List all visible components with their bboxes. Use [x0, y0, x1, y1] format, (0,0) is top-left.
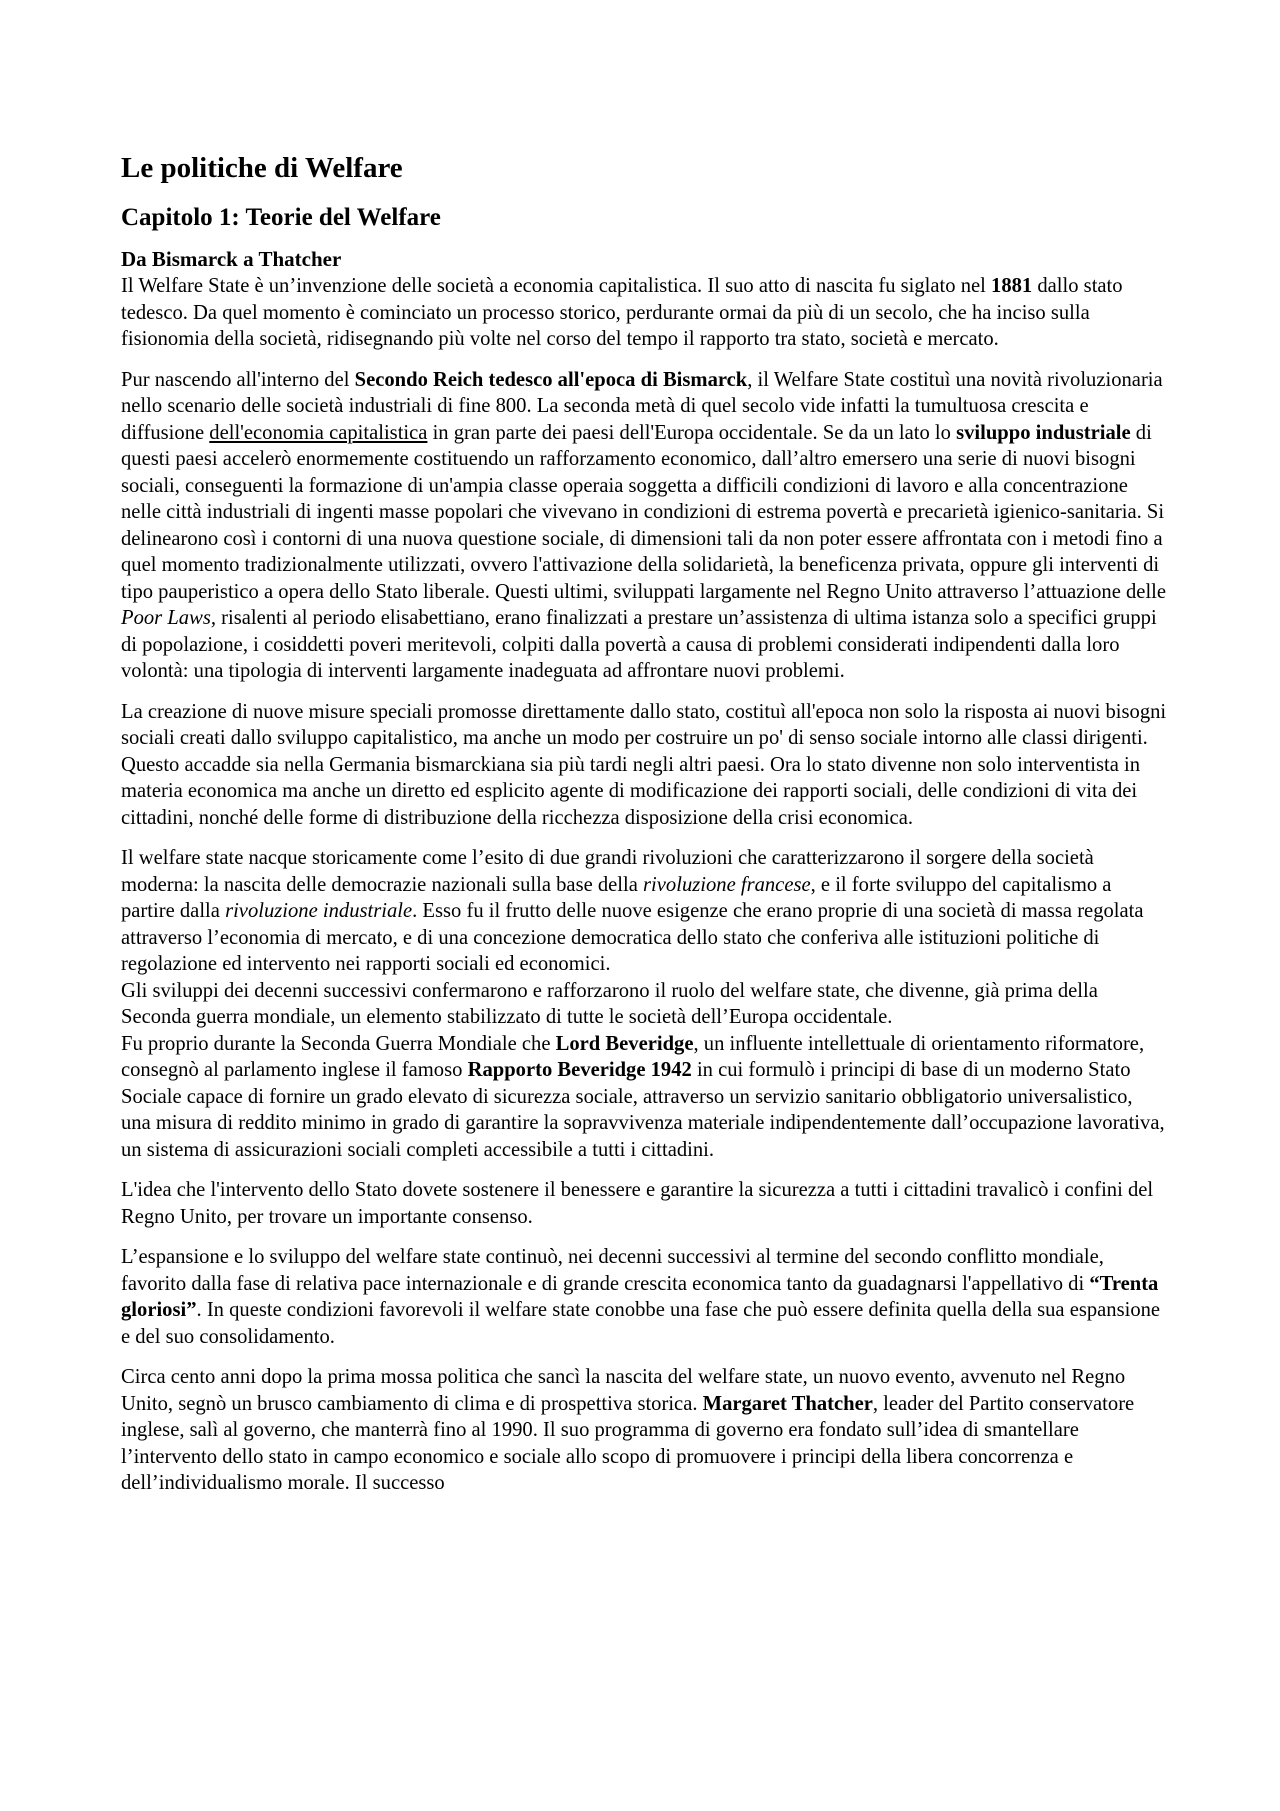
paragraph-5: Gli sviluppi dei decenni successivi confermarono e rafforzarono il ruolo del welfare state, che divenne, già prima della Seconda guerra mondiale, un elemento stabilizzato di tutte le società dell’Europa occidentale. [121, 979, 1098, 1028]
bold-phrase: sviluppo industriale [956, 421, 1131, 444]
paragraph-2 [121, 367, 1167, 685]
underlined-phrase: dell'economia capitalistica [209, 421, 428, 444]
text-run: in cui formulò i principi di base di un moderno Stato Sociale capace di fornire un grado elevato di sicurezza sociale, attraverso un servizio sanitario obbligatorio universalistico, una misura di reddito minimo in grado di garantire la sopravvivenza materiale indipendentemente dall’occupazione lavorativa, un sistema di assicurazioni sociali completi accessibile a tutti i cittadini. [121, 1059, 1165, 1161]
text-run: . In queste condizioni favorevoli il welfare state conobbe una fase che può essere definita quella della sua espansione e del suo consolidamento. [121, 1299, 1161, 1348]
text-run: in gran parte dei paesi dell'Europa occidentale. Se da un lato lo [427, 421, 957, 444]
paragraph-1 [121, 273, 1167, 353]
italic-phrase: rivoluzione francese [643, 873, 811, 896]
paragraph-7: L'idea che l'intervento dello Stato dovete sostenere il benessere e garantire la sicurezza a tutti i cittadini travalicò i confini del Regno Unito, per trovare un importante consenso. [121, 1179, 1154, 1228]
section-title: Da Bismarck a Thatcher [121, 247, 342, 271]
paragraph-4 [121, 845, 1167, 978]
text-run: , leader del Partito conservatore inglese, salì al governo, che manterrà fino al 1990. Il suo programma di governo era fondato sull’idea di smantellare l’intervento dello stato in campo economico e sociale allo scopo di promuovere i principi della libera concorrenza e dell’individualismo morale. Il successo [121, 1392, 1135, 1494]
text-run: Pur nascendo all'interno del [121, 368, 355, 391]
text-run: Fu proprio durante la Seconda Guerra Mondiale che [121, 1032, 556, 1055]
text-run: di questi paesi accelerò enormemente costituendo un rafforzamento economico, dall’altro emersero una serie di nuovi bisogni sociali, conseguenti la formazione di un'ampia classe operaia soggetta a difficili condizioni di lavoro e alla concentrazione nelle città industriali di ingenti masse popolari che vivevano in condizioni di estrema povertà e precarietà igienico-sanitaria. Si delinearono così i contorni di una nuova questione sociale, di dimensioni tali da non poter essere affrontata con i metodi fino a quel momento tradizionalmente utilizzati, ovvero l'attivazione della solidarietà, la beneficenza privata, oppure gli interventi di tipo pauperistico a opera dello Stato liberale. Questi ultimi, sviluppati largamente nel Regno Unito attraverso l’attuazione delle [121, 421, 1167, 603]
document-title: Le politiche di Welfare [121, 152, 403, 184]
text-run: Circa cento anni dopo la prima mossa politica che sancì la nascita del welfare state, un nuovo evento, avvenuto nel Regno Unito, segnò un brusco cambiamento di clima e di prospettiva storica. [121, 1366, 1126, 1415]
text-run: , un influente intellettuale di orientamento riformatore, consegnò al parlamento inglese il famoso [121, 1032, 1145, 1081]
text-run: dallo stato tedesco. Da quel momento è cominciato un processo storico, perdurante ormai da più di un secolo, che ha inciso sulla fisionomia della società, ridisegnando più volte nel corso del tempo il rapporto tra stato, società e mercato. [121, 275, 1123, 350]
bold-phrase: Margaret Thatcher [702, 1392, 873, 1415]
italic-phrase: Poor Laws, [121, 607, 216, 629]
paragraph-8 [121, 1244, 1167, 1350]
text-run: risalenti al periodo elisabettiano, erano finalizzati a prestare un’assistenza di ultima istanza solo a specifici gruppi di popolazione, i cosiddetti poveri meritevoli, colpiti dalla povertà a causa di problemi considerati indipendenti dalla loro volontà: una tipologia di interventi largamente inadeguata ad affrontare nuovi problemi. [121, 607, 1157, 682]
chapter-title: Capitolo 1: Teorie del Welfare [121, 204, 441, 231]
bold-phrase: Secondo Reich tedesco all'epoca di Bismarck [354, 368, 748, 391]
text-run: , il Welfare State costituì una novità rivoluzionaria nello scenario delle società industriali di fine 800. La seconda metà di quel secolo vide infatti la tumultuosa crescita e diffusione [121, 368, 1163, 444]
text-run: Il Welfare State è un’invenzione delle società a economia capitalistica. Il suo atto di nascita fu siglato nel [121, 275, 992, 297]
italic-phrase: rivoluzione industriale [225, 900, 413, 922]
bold-year: 1881 [991, 275, 1033, 297]
text-run: . Esso fu il frutto delle nuove esigenze che erano proprie di una società di massa regolata attraverso l’economia di mercato, e di una concezione democratica dello stato che conferiva alle istituzioni politiche di regolazione ed intervento nei rapporti sociali ed economici. [121, 900, 1144, 975]
text-run: Il welfare state nacque storicamente come l’esito di due grandi rivoluzioni che caratterizzarono il sorgere della società moderna: la nascita delle democrazie nazionali sulla base della [121, 847, 1094, 896]
bold-phrase: Lord Beveridge [555, 1032, 694, 1055]
text-run: , e il forte sviluppo del capitalismo a partire dalla [121, 873, 1112, 922]
paragraph-9 [121, 1364, 1167, 1497]
paragraph-3: La creazione di nuove misure speciali promosse direttamente dallo stato, costituì all'epoca non solo la risposta ai nuovi bisogni sociali creati dallo sviluppo capitalistico, ma anche un modo per costruire un po' di senso sociale intorno alle classi dirigenti. Questo accadde sia nella Germania bismarckiana sia più tardi negli altri paesi. Ora lo stato divenne non solo interventista in materia economica ma anche un diretto ed esplicito agente di modificazione dei rapporti sociali, delle condizioni di vita dei cittadini, nonché delle forme di distribuzione della ricchezza disposizione della crisi economica. [121, 700, 1167, 829]
bold-phrase: “Trenta gloriosi” [121, 1272, 1159, 1321]
text-run: L’espansione e lo sviluppo del welfare state continuò, nei decenni successivi al termine del secondo conflitto mondiale, favorito dalla fase di relativa pace internazionale e di grande crescita economica tanto da guadagnarsi l'appellativo di [121, 1246, 1104, 1295]
bold-phrase: Rapporto Beveridge 1942 [467, 1059, 692, 1081]
document-page [121, 150, 1167, 1511]
paragraph-6 [121, 1031, 1167, 1164]
